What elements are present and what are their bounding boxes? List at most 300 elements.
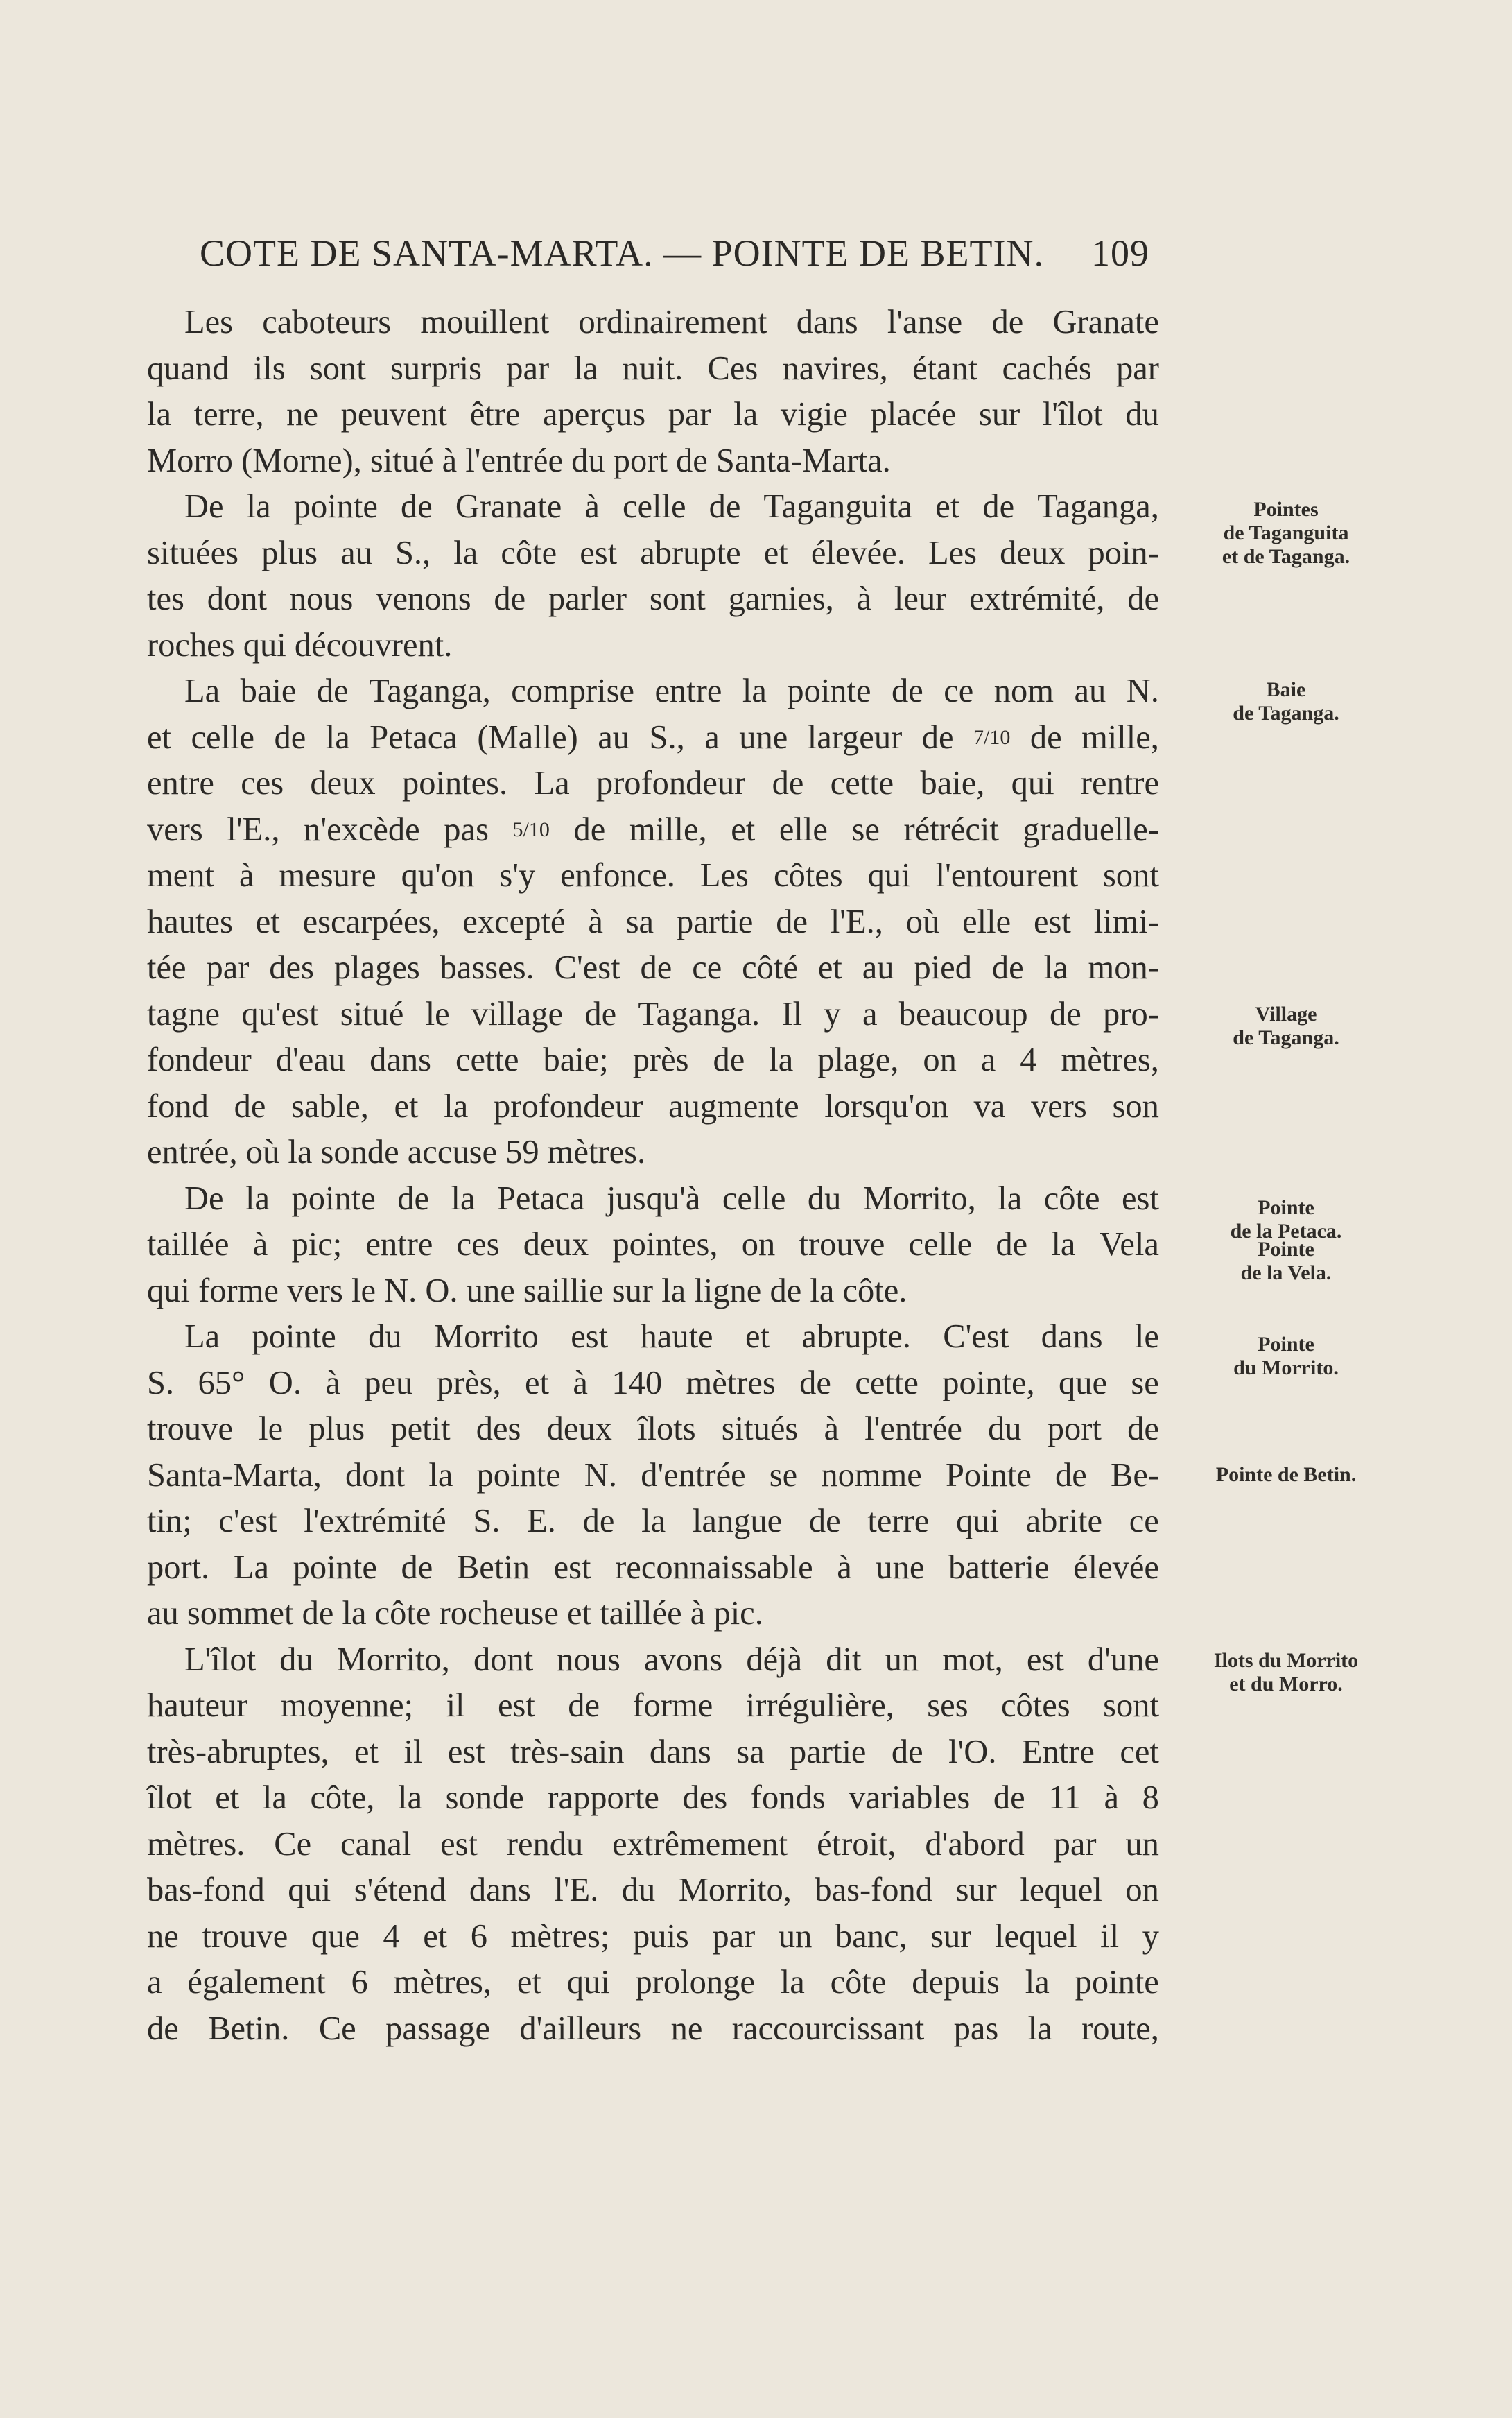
word: forme [198, 1272, 288, 1309]
text-line [147, 623, 1159, 669]
word: mille, [629, 811, 707, 848]
word: Les [699, 857, 749, 894]
word: S., [394, 534, 431, 571]
word: au [598, 718, 630, 756]
word: tagne [147, 995, 220, 1033]
text-line [147, 1268, 1159, 1315]
word: d'une [1087, 1641, 1159, 1678]
word: pic. [713, 1595, 763, 1632]
word: nomme [821, 1456, 922, 1494]
word: l'extrémité [304, 1503, 446, 1539]
word: la [1043, 949, 1068, 986]
word: cette [455, 1042, 519, 1078]
word: être [469, 396, 521, 433]
word: est [580, 534, 618, 571]
word: 59 [505, 1134, 548, 1171]
word: irrégulière, [745, 1687, 894, 1724]
word: O. [268, 1364, 302, 1401]
word: La [233, 1548, 270, 1586]
word: au [147, 1595, 187, 1632]
word: son [1112, 1087, 1159, 1125]
word: la [398, 1779, 423, 1816]
word: l'entrée [465, 442, 572, 479]
word: au [1074, 673, 1106, 709]
word: que [311, 1917, 360, 1955]
word: est [440, 1825, 478, 1863]
word: village [471, 995, 564, 1033]
word: S., [649, 718, 685, 756]
word: par [206, 949, 250, 986]
word: ordinairement [578, 304, 767, 340]
word: de [274, 718, 306, 756]
word: côté [742, 949, 798, 986]
word: également [187, 1964, 326, 2001]
word: la [641, 1503, 666, 1539]
word: port. [147, 1548, 210, 1586]
word: côtes [1001, 1687, 1070, 1724]
word: N. [584, 1456, 618, 1494]
word: mot, [942, 1641, 1003, 1678]
word: ne [670, 2010, 703, 2047]
margin-note [1185, 1238, 1387, 1285]
word: du [621, 1872, 656, 1908]
word: qu'est [241, 995, 319, 1033]
margin-note-line: de Taganga. [1233, 1026, 1339, 1049]
word: et [935, 488, 960, 525]
text-line [147, 715, 1159, 761]
word: de [993, 1779, 1025, 1816]
margin-note-line: Pointe [1258, 1333, 1314, 1356]
word: de [772, 765, 804, 802]
word: taillée [147, 1226, 229, 1263]
word: dans [796, 304, 858, 340]
word: La [184, 1318, 220, 1355]
word: mètres. [147, 1825, 245, 1863]
word: Granate [455, 488, 562, 525]
word: le [351, 1272, 385, 1309]
word: terre [867, 1503, 930, 1539]
word: on [923, 1042, 957, 1078]
word: parler [548, 580, 627, 617]
word: 4 [1020, 1042, 1037, 1078]
word: 6 [351, 1964, 368, 2001]
word: se [851, 811, 880, 848]
word: Morrito [434, 1318, 539, 1355]
word: plus [261, 534, 318, 571]
word: Be- [1110, 1456, 1159, 1494]
word: placée [870, 396, 957, 433]
word: cachés [1002, 349, 1092, 387]
text-line [147, 300, 1159, 346]
word: de [709, 488, 741, 525]
word: partie [790, 1733, 867, 1770]
word: vigie [780, 396, 848, 433]
word: côte [374, 1595, 440, 1632]
word: des [682, 1779, 728, 1816]
word: lequel [995, 1917, 1077, 1955]
word: de [991, 949, 1024, 986]
word: s'étend [354, 1872, 446, 1908]
word: Ce [274, 1825, 312, 1863]
text-line [147, 346, 1159, 392]
word: très-abruptes, [147, 1733, 329, 1770]
word: à [573, 1364, 588, 1401]
word: qui [955, 1503, 999, 1539]
word: pointes. [401, 765, 508, 802]
word: l'entourent [935, 857, 1078, 894]
word: de [584, 995, 617, 1033]
text-line [147, 1130, 1159, 1176]
word: un [778, 1917, 813, 1955]
word: depuis [912, 1964, 1000, 2001]
page-number: 109 [1091, 232, 1149, 274]
word: des [476, 1410, 521, 1447]
word: à [584, 488, 600, 525]
word: deux [546, 1410, 612, 1447]
word: sont [1103, 857, 1159, 894]
text-line [147, 1499, 1159, 1545]
word: mètres, [393, 1964, 492, 2001]
word: aperçus [543, 396, 646, 433]
word: bas-fond [815, 1872, 933, 1908]
word: étroit, [817, 1825, 896, 1863]
word: vers [287, 1272, 351, 1309]
word: la [262, 1779, 287, 1816]
margin-note-line: Pointe de Betin. [1215, 1463, 1357, 1486]
word: de [1127, 1410, 1159, 1447]
word: nous [557, 1641, 620, 1678]
word: et [215, 1779, 240, 1816]
word: qui [1011, 765, 1054, 802]
text-line [147, 1729, 1159, 1776]
text-line [147, 1453, 1159, 1499]
word: peu [364, 1364, 413, 1401]
margin-note-line: Pointe [1258, 1196, 1314, 1219]
word: une [876, 1548, 925, 1586]
word: dans [370, 1042, 431, 1078]
margin-note-line: du Morrito. [1233, 1356, 1339, 1379]
word: dans [469, 1872, 531, 1908]
word: Santa-Marta, [147, 1456, 322, 1494]
word: rentre [1080, 765, 1159, 802]
word: Les [184, 304, 234, 340]
word: sont [649, 580, 706, 617]
word: la [453, 534, 478, 571]
word: côtes [773, 857, 843, 894]
word: à [588, 903, 603, 940]
word: une [466, 1272, 523, 1309]
word: est [1122, 1180, 1159, 1217]
word: nous [289, 580, 354, 617]
margin-note-line: Pointes [1253, 498, 1319, 521]
word: par [712, 1917, 756, 1955]
word: il [446, 1687, 465, 1724]
word: surpris [390, 349, 482, 387]
word: de [1055, 1456, 1087, 1494]
word: et [516, 1964, 541, 2001]
text-line [147, 484, 1159, 530]
word: plus [309, 1410, 365, 1447]
word: l'E. [554, 1872, 599, 1908]
word: pointe [291, 1180, 376, 1217]
text-line [147, 1176, 1159, 1223]
word: abrupte. [801, 1318, 911, 1355]
margin-note [1185, 1649, 1387, 1696]
margin-note-line: et du Morro. [1229, 1673, 1343, 1695]
word: de [568, 1687, 600, 1724]
word: hautes [147, 903, 233, 940]
word: de [892, 673, 923, 709]
word: la [444, 1087, 469, 1125]
word: elle [962, 903, 1011, 940]
word: 6 [470, 1917, 488, 1955]
word: Taganga, [369, 673, 491, 709]
word: hauteur [147, 1687, 248, 1724]
word: la [288, 1134, 321, 1171]
word: la [451, 1180, 476, 1217]
word: Petaca [496, 1180, 585, 1217]
word: port [613, 442, 676, 479]
word: trouve [202, 1917, 288, 1955]
body-text [147, 300, 1159, 2052]
word: dont [345, 1456, 406, 1494]
word: la [810, 1272, 843, 1309]
word: et [354, 1733, 379, 1770]
word: mètres; [510, 1917, 610, 1955]
word: Il [781, 995, 803, 1033]
word: rétrécit [903, 811, 999, 848]
word: l'entrée [864, 1410, 962, 1447]
word: c'est [218, 1503, 277, 1539]
word: la [769, 1042, 794, 1078]
word: par [668, 396, 711, 433]
word: roches [147, 626, 243, 664]
word: pas [953, 2010, 999, 2047]
word: est [497, 1687, 535, 1724]
word: avons [644, 1641, 723, 1678]
word: batterie [948, 1548, 1050, 1586]
text-line [147, 1637, 1159, 1684]
text-line [147, 1960, 1159, 2006]
word: ces [456, 1226, 500, 1263]
word: celle [191, 718, 255, 756]
word: plage, [817, 1042, 899, 1078]
word: à [252, 1226, 268, 1263]
word: prolonge [635, 1964, 755, 2001]
word: escarpées, [302, 903, 440, 940]
word: mouillent [420, 304, 550, 340]
word: qui [867, 857, 911, 894]
word: pro- [1103, 995, 1159, 1033]
word: comprise [511, 673, 635, 709]
word: Taganga. [638, 995, 761, 1033]
margin-note-line: de Taganguita [1223, 521, 1349, 544]
word: 8 [1142, 1779, 1159, 1816]
word: est [1033, 903, 1071, 940]
word: Entre [1021, 1733, 1095, 1770]
word: abrite [1025, 1503, 1103, 1539]
word: de [982, 488, 1015, 525]
word: leur [894, 580, 947, 617]
word: sur [978, 396, 1020, 433]
text-line [147, 1406, 1159, 1453]
word: de [401, 1548, 433, 1586]
word: Morrito, [336, 1641, 450, 1678]
word: N. [384, 1272, 426, 1309]
word: a [862, 995, 878, 1033]
word: entre [147, 765, 214, 802]
word: sonde [445, 1779, 524, 1816]
word: S. [147, 1364, 175, 1401]
margin-note [1185, 1333, 1387, 1380]
word: pic; [291, 1226, 342, 1263]
word: il [1100, 1917, 1120, 1955]
word: est [447, 1733, 485, 1770]
margin-note [1185, 498, 1387, 569]
word: celle [908, 1226, 973, 1263]
word: à [442, 442, 466, 479]
word: et [423, 1917, 448, 1955]
word: par [506, 349, 550, 387]
word: qui [243, 626, 295, 664]
word: d'entrée [641, 1456, 746, 1494]
word: entre [365, 1226, 433, 1263]
word: cette [855, 1364, 919, 1401]
word: 4 [383, 1917, 400, 1955]
word: il [403, 1733, 423, 1770]
word: de [676, 442, 716, 479]
word: caboteurs [262, 304, 392, 340]
word: graduelle- [1023, 811, 1159, 848]
margin-note-line: Pointe [1258, 1238, 1314, 1261]
word: sur [930, 1917, 972, 1955]
word: tée [147, 949, 186, 986]
word: N. [1126, 673, 1159, 709]
word: d'abord [925, 1825, 1025, 1863]
word: navires, [782, 349, 888, 387]
word: sa [625, 903, 654, 940]
word: côte [1043, 1180, 1100, 1217]
word: l'anse [887, 304, 963, 340]
word: côte, [310, 1779, 375, 1816]
word: ses [927, 1687, 968, 1724]
word: la [342, 1595, 375, 1632]
word: de [302, 1595, 342, 1632]
word: est [1026, 1641, 1064, 1678]
word: près [632, 1042, 689, 1078]
word: déjà [746, 1641, 803, 1678]
word: ne [147, 1917, 179, 1955]
word: est [571, 1318, 609, 1355]
word: vers [147, 811, 203, 848]
text-line [147, 530, 1159, 577]
word: S. [473, 1503, 501, 1539]
word: ne [286, 396, 318, 433]
text-line [147, 945, 1159, 992]
word: de [1127, 580, 1159, 617]
word: puis [632, 1917, 689, 1955]
word: découvrent. [294, 626, 453, 664]
word: forme [632, 1687, 713, 1724]
word: langue [692, 1503, 783, 1539]
word: des [269, 949, 314, 986]
word: La [184, 673, 220, 709]
word: du [368, 1318, 402, 1355]
word: O. [425, 1272, 467, 1309]
word: rocheuse [439, 1595, 568, 1632]
word: situés [721, 1410, 799, 1447]
text-line [147, 392, 1159, 438]
word: la [661, 1272, 695, 1309]
word: côte. [842, 1272, 907, 1309]
word: élevée. [810, 534, 905, 571]
word: enfonce. [560, 857, 675, 894]
text-line [147, 1037, 1159, 1084]
word: mètres, [1061, 1042, 1159, 1078]
word: de [808, 1503, 841, 1539]
word: sommet [186, 1595, 302, 1632]
word: mille, [1081, 718, 1159, 756]
word: 65° [198, 1364, 245, 1401]
word: ligne [694, 1272, 770, 1309]
word: rendu [506, 1825, 584, 1863]
word: un [1125, 1825, 1159, 1863]
word: haute [640, 1318, 713, 1355]
text-line [147, 1222, 1159, 1268]
word: partie [676, 903, 754, 940]
word: Morro [147, 442, 242, 479]
text-line [147, 899, 1159, 946]
word: l'O. [948, 1733, 997, 1770]
word: jusqu'à [606, 1180, 701, 1217]
word: lorsqu'on [824, 1087, 948, 1125]
text-line [147, 1084, 1159, 1130]
margin-note [1185, 1463, 1387, 1487]
text-line [147, 1914, 1159, 1960]
word: extrêmement [612, 1825, 788, 1863]
text-line [147, 853, 1159, 899]
word: abrupte [640, 534, 741, 571]
word: se [1131, 1364, 1159, 1401]
word: qui [566, 1964, 610, 2001]
text-line [147, 1591, 1159, 1637]
word: la [1027, 2010, 1052, 2047]
word: de [713, 1042, 745, 1078]
text-line [147, 807, 1159, 854]
word: lequel [1020, 1872, 1102, 1908]
word: y [824, 995, 841, 1033]
word: et [567, 1595, 600, 1632]
word: qui [147, 1272, 199, 1309]
word: excepté [462, 903, 566, 940]
word: du [988, 1410, 1022, 1447]
word: la [246, 488, 271, 525]
word: Betin [456, 1548, 530, 1586]
word: (Malle) [477, 718, 578, 756]
word: qu'on [401, 857, 475, 894]
word: de [996, 1226, 1028, 1263]
word: la [733, 396, 758, 433]
word: l'îlot [1042, 396, 1103, 433]
text-line [147, 576, 1159, 623]
word: du [807, 1180, 842, 1217]
word: fond [147, 1087, 209, 1125]
word: a [147, 1964, 162, 2001]
word: de [640, 949, 672, 986]
word: situées [147, 534, 239, 571]
word: et [731, 811, 756, 848]
word: Ce [318, 2010, 356, 2047]
